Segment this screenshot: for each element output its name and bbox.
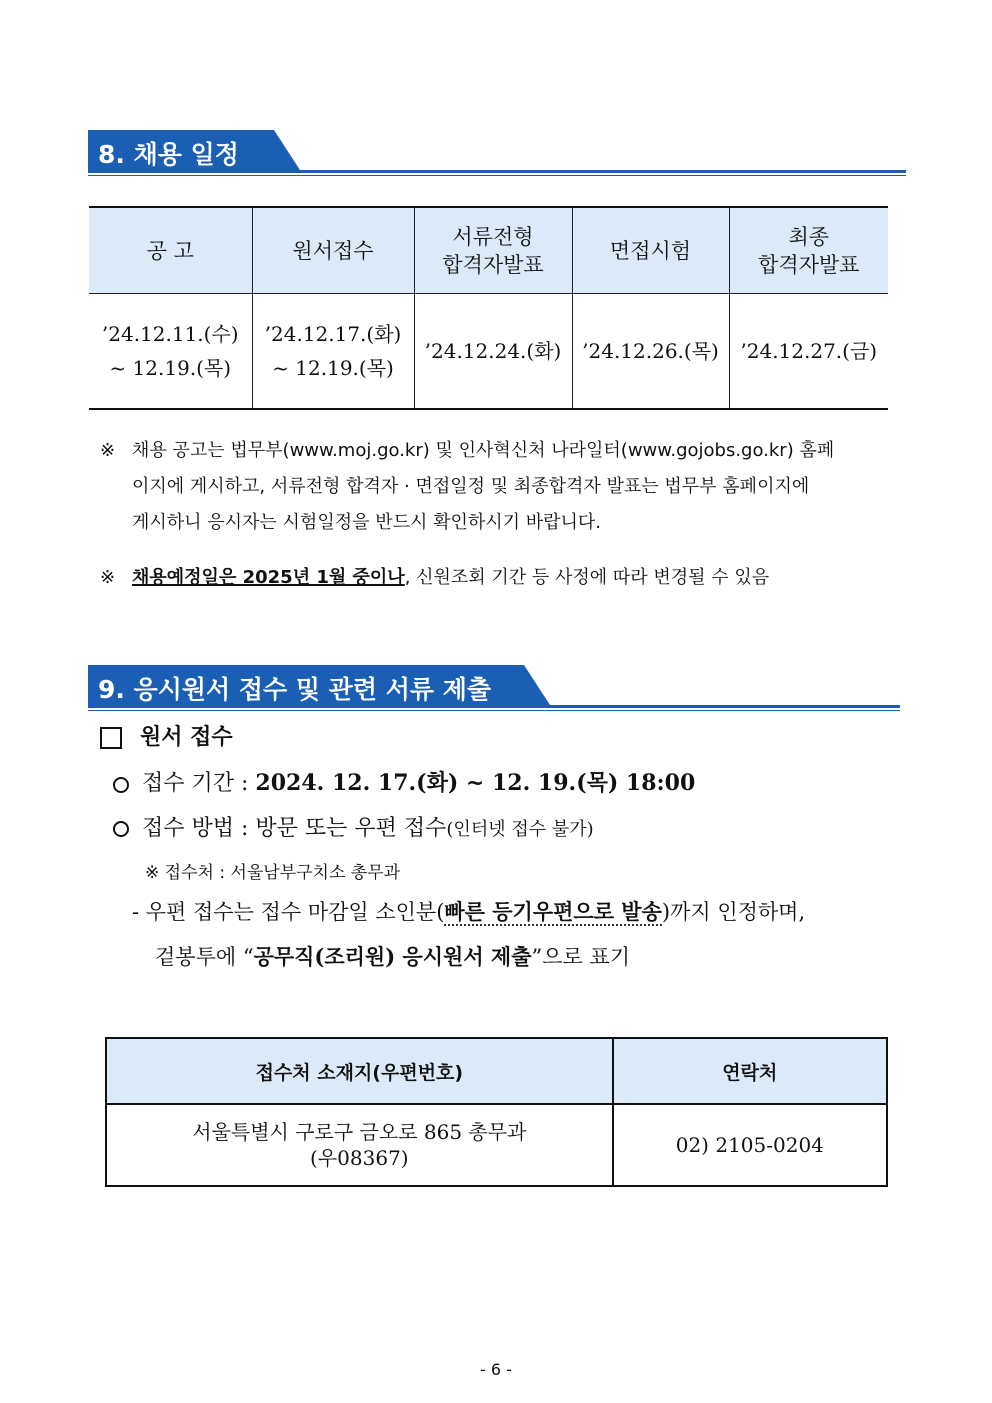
method-line [142,811,594,842]
announcement-date: ’24.12.11.(수) ~ 12.19.(목) [89,294,252,410]
note-2-emphasis: 채용예정일은 2025년 1월 중이나 [132,567,405,588]
address-table [105,1037,888,1187]
schedule-row [89,294,888,410]
page-number: - 6 - [480,1360,512,1379]
note-1-line-3: 게시하니 응시자는 시험일정을 반드시 확인하시기 바랍니다. [132,512,602,533]
header-document-result: 서류전형 합격자발표 [414,207,572,294]
contact-cell: 02) 2105-0204 [613,1104,887,1186]
circle-bullet-icon [113,777,129,793]
period-value: 2024. 12. 17.(화) ~ 12. 19.(목) 18:00 [255,770,696,796]
circle-bullet-icon [113,821,129,837]
header-address: 접수처 소재지(우편번호) [106,1038,613,1104]
header-contact: 연락처 [613,1038,887,1104]
schedule-table [89,206,888,410]
note-mark: ※ [100,567,116,588]
interview-date: ’24.12.26.(목) [572,294,729,410]
header-announcement: 공 고 [89,207,252,294]
place-note: ※ 접수처 : 서울남부구치소 총무과 [145,863,401,883]
mail-emphasis: 빠른 등기우편으로 발송 [444,899,662,924]
note-1-line-1: 채용 공고는 법무부(www.moj.go.kr) 및 인사혁신처 나라일터(www.gojobs.go.kr) 홈페 [132,440,835,461]
schedule-header-row [89,207,888,294]
mail-line-1: - 우편 접수는 접수 마감일 소인분(빠른 등기우편으로 발송)까지 인정하며, [132,899,806,924]
method-label: 접수 방법 : 방문 또는 우편 접수 [142,816,447,841]
note-mark: ※ [100,440,116,461]
note-1 [100,433,834,541]
mail-line-2: 겉봉투에 “공무직(조리원) 응시원서 제출”으로 표기 [155,944,631,969]
section-8-title: 8. 채용 일정 [98,140,239,169]
header-application: 원서접수 [252,207,414,294]
address-cell: 서울특별시 구로구 금오로 865 총무과 (우08367) [106,1104,613,1186]
header-final-result: 최종 합격자발표 [729,207,888,294]
section-8-banner [88,130,906,170]
checkbox-square-icon [100,727,122,749]
period-label: 접수 기간 : [142,771,256,796]
section-9-banner [88,665,900,705]
document-result-date: ’24.12.24.(화) [414,294,572,410]
final-result-date: ’24.12.27.(금) [729,294,888,410]
note-1-line-2: 이지에 게시하고, 서류전형 합격자 · 면접일정 및 최종합격자 발표는 법무부 홈페이지에 [132,476,810,497]
envelope-label: 공무직(조리원) 응시원서 제출 [253,944,532,969]
note-2 [100,560,769,596]
application-date: ’24.12.17.(화) ~ 12.19.(목) [252,294,414,410]
period-line [142,766,695,797]
application-heading: 원서 접수 [140,724,233,750]
section-9-title: 9. 응시원서 접수 및 관련 서류 제출 [98,675,492,704]
header-interview: 면접시험 [572,207,729,294]
note-2-text: , 신원조회 기간 등 사정에 따라 변경될 수 있음 [404,567,770,588]
method-note: (인터넷 접수 불가) [446,819,594,840]
